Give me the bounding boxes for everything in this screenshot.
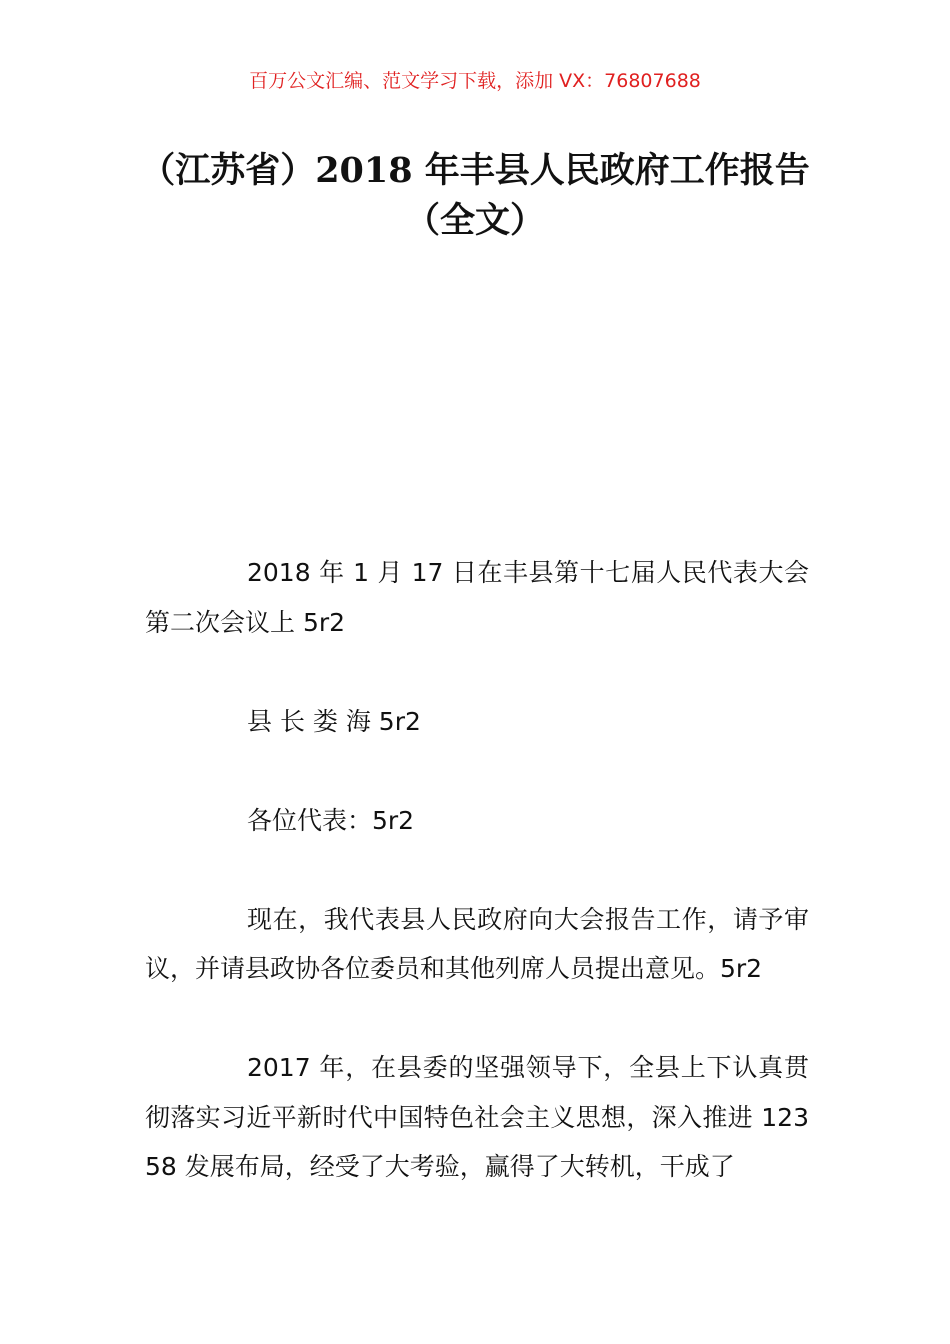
document-title [120, 146, 830, 246]
document-body [145, 548, 809, 1241]
title-line-2: （全文） [404, 200, 545, 241]
title-line-1: （江苏省）2018 年丰县人民政府工作报告 [140, 150, 810, 191]
paragraph-meeting-info: 2018 年 1 月 17 日在丰县第十七届人民代表大会第二次会议上 5r2 [145, 558, 809, 637]
paragraph-speaker: 县 长 娄 海 5r2 [247, 706, 421, 736]
paragraph-2017-review: 2017 年，在县委的坚强领导下，全县上下认真贯彻落实习近平新时代中国特色社会主义思想，深入推进 12358 发展布局，经受了大考验，赢得了大转机，干成了 [145, 1053, 809, 1181]
paragraph-intro: 现在，我代表县人民政府向大会报告工作，请予审议，并请县政协各位委员和其他列席人员提出意见。5r2 [145, 904, 809, 983]
paragraph-salutation: 各位代表：5r2 [247, 805, 415, 835]
watermark-header-note: 百万公文汇编、范文学习下载，添加 VX：76807688 [249, 70, 701, 92]
